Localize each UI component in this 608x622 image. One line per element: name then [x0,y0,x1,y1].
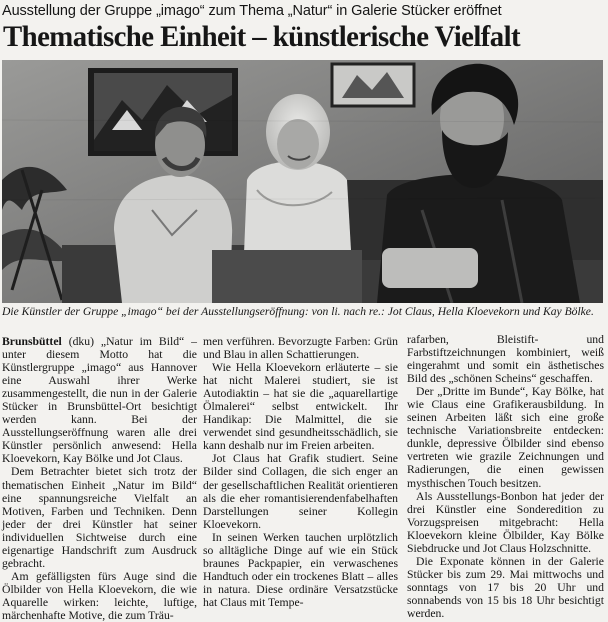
kicker-line: Ausstellung der Gruppe „imago“ zum Thema „Natur“ in Galerie Stücker eröffnet [2,3,502,19]
dateline: Brunsbüttel [2,335,62,348]
paragraph: Wie Hella Kloevekorn erläuterte – sie hat nicht Malerei studiert, sie ist Autodiaktin – hat sie die „aquarellartige Ölmalerei“ selbst entwickelt. Ihr Handikap: Die Malmittel, die sie verwendet sind gesundheitsschädlich, sie kann deshalb nur im Freien arbeiten. [203,361,398,453]
article-column-3 [407,333,604,620]
paragraph: rafarben, Bleistift- und Farbstiftzeichnungen kombiniert, weiß eingerahmt und somit ein ästhetisches Bild des „schönen Scheins“ geschaffen. [407,333,604,386]
paragraph: Am gefälligsten fürs Auge sind die Ölbilder von Hella Kloevekorn, die wie Aquarelle wirken: leichte, luftige, märchenhafte Motive, die zum Träu- [2,569,197,622]
article-column-2 [203,335,398,609]
paragraph: Der „Dritte im Bunde“, Kay Bölke, hat wie Claus eine Grafikerausbildung. In seinen Arbeiten läßt sich eine große technische Variationsbreite entdecken: dunkle, depressive Ölbilder sind ebenso vertreten wie grazile Zeichnungen und Radierungen, die einen gewissen mysthischen Touch besitzen. [407,385,604,490]
headline: Thematische Einheit – künstlerische Vielfalt [3,20,521,53]
paragraph [2,335,197,465]
photo-caption: Die Künstler der Gruppe „imago“ bei der Ausstellungseröffnung: von li. nach re.: Jot Claus, Hella Kloevekorn und Kay Bölke. [2,305,594,318]
paragraph: Als Ausstellungs-Bonbon hat jeder der drei Künstler eine Sonderedition zu Vorzugspreisen mitgebracht: Hella Kloevekorn kleine Ölbilder, Kay Bölke Siebdrucke und Jot Claus Holzschnitte. [407,489,604,555]
paragraph: Die Exponate können in der Galerie Stücker bis zum 29. Mai mittwochs und sonntags von 17 bis 20 Uhr und sonnabends von 15 bis 18 Uhr besichtigt werden. [407,554,604,620]
paragraph-text: (dku) „Natur im Bild“ – unter diesem Motto hat die Künstlergruppe „imago“ aus Hannover eine Auswahl ihrer Werke zusammengestellt, die nun in der Galerie Stücker in Brunsbüttel-Ort besichtigt werden kann. Bei der Ausstellungseröffnung waren alle drei Künstler persönlich anwesend: Hella Kloevekorn, Kay Bölke und Jot Claus. [2,335,197,466]
paragraph: men verführen. Bevorzugte Farben: Grün und Blau in allen Schattierungen. [203,335,398,362]
article-column-1 [2,335,197,622]
paragraph: Jot Claus hat Grafik studiert. Seine Bilder sind Collagen, die sich enger an der gesellschaftlichen Realität orientieren als die eher romantisierendenfabelhaften Darstellungen seiner Kollegin Kloevekorn. [203,452,398,531]
paragraph: In seinen Werken tauchen urplötzlich so alltägliche Dinge auf wie ein Stück braunes Packpapier, ein verwaschenes Handtuch oder ein trockenes Blatt – alles in natura. Diese ordinäre Versatzstücke hat Claus mit Tempe- [203,530,398,609]
article-photo [2,60,603,303]
paragraph: Dem Betrachter bietet sich trotz der thematischen Einheit „Natur im Bild“ eine spannungsreiche Vielfalt an Motiven, Farben und Techniken. Denn jeder der drei Künstler hat seiner individuellen Sichtweise durch eine eigenartige Handschrift zum Ausdruck gebracht. [2,465,197,570]
